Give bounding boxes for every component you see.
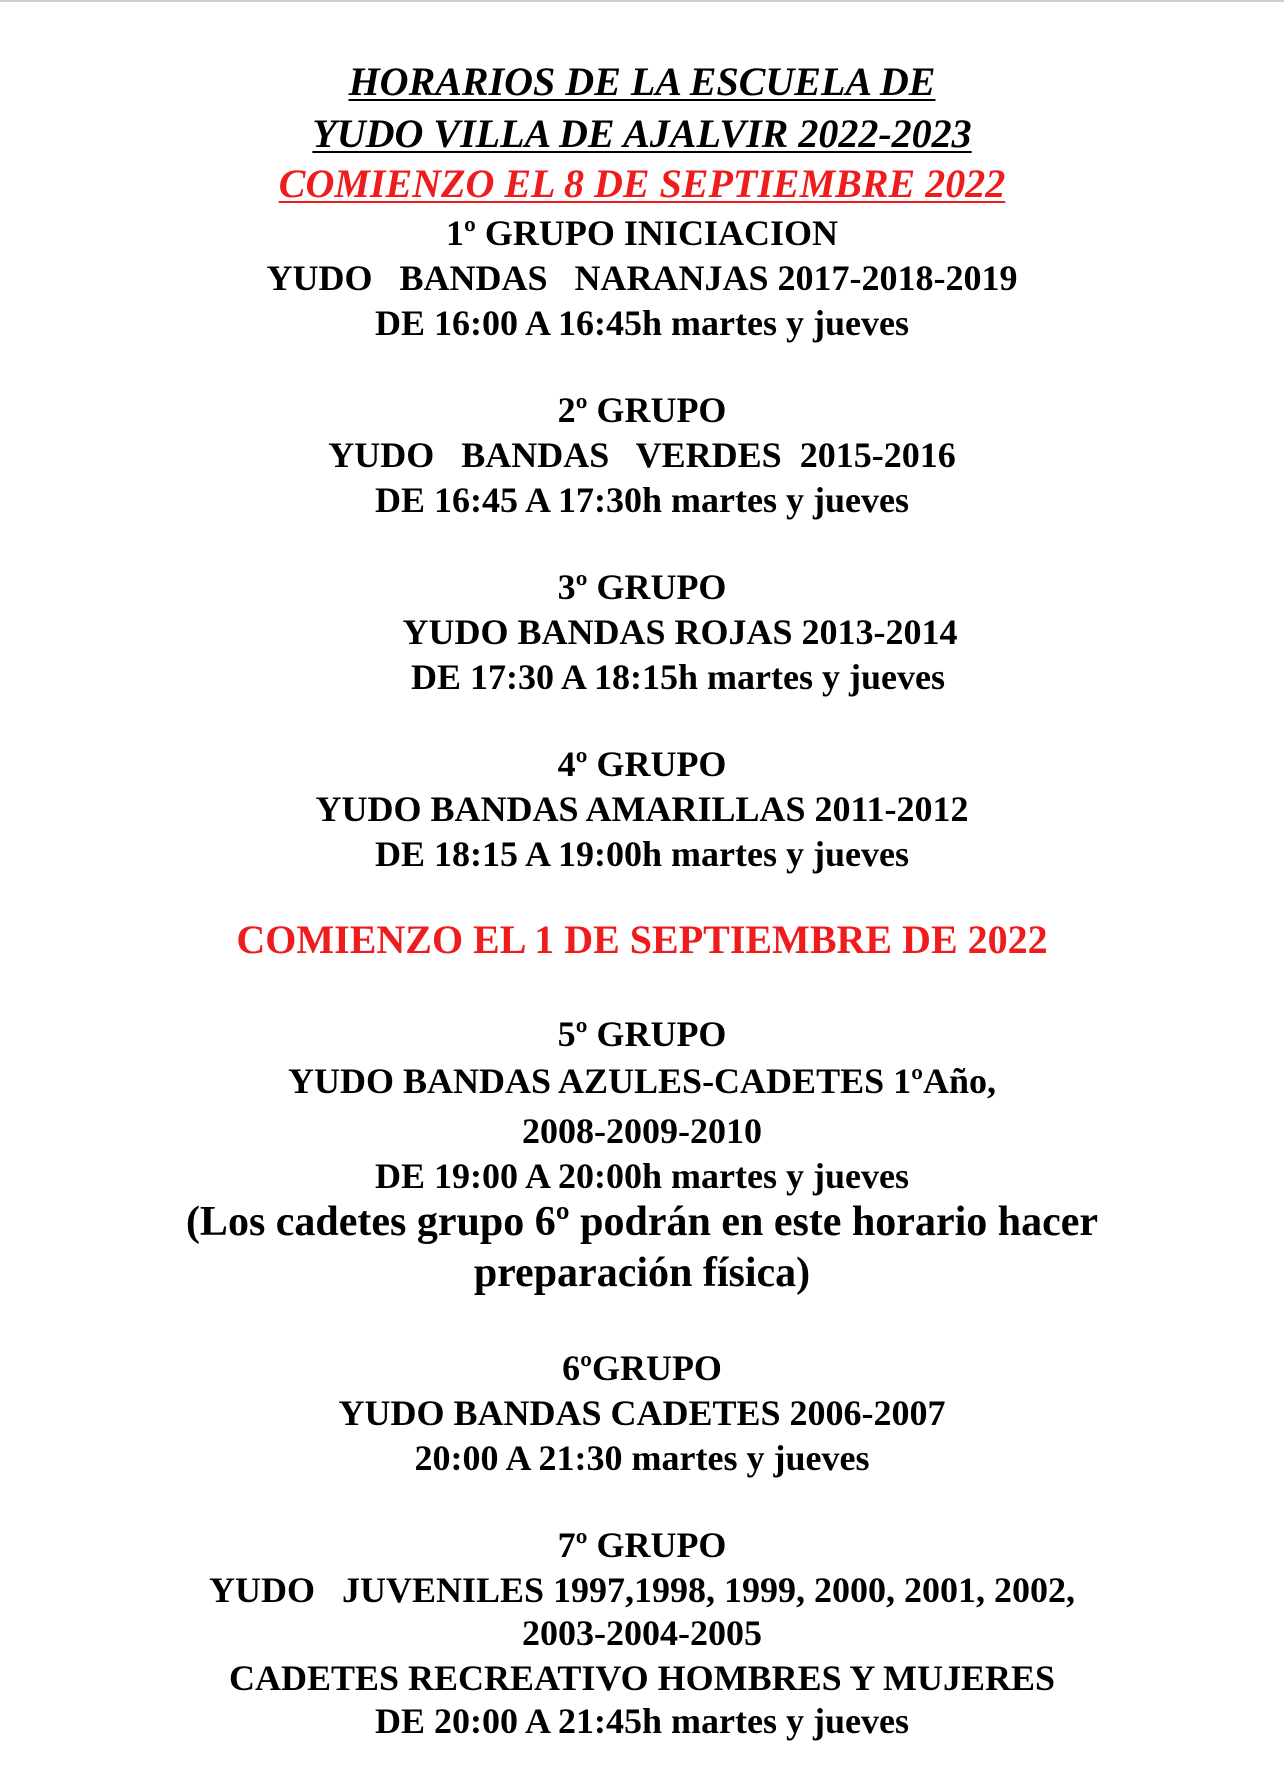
group-2-category: YUDO BANDAS VERDES 2015-2016 (328, 435, 956, 475)
group-1-schedule: DE 16:00 A 16:45h martes y jueves (375, 303, 909, 343)
group-6-schedule: 20:00 A 21:30 martes y jueves (414, 1438, 870, 1478)
group-6-category: YUDO BANDAS CADETES 2006-2007 (338, 1393, 946, 1433)
group-5-note-line-2: preparación física) (473, 1250, 811, 1296)
title-line-2: YUDO VILLA DE AJALVIR 2022-2023 (312, 111, 972, 156)
group-5-category-line-1: YUDO BANDAS AZULES-CADETES 1ºAño, (287, 1061, 997, 1101)
start-notice-sept-8: COMIENZO EL 8 DE SEPTIEMBRE 2022 (278, 161, 1006, 206)
top-border-line (0, 0, 1284, 2)
start-notice-sept-1: COMIENZO EL 1 DE SEPTIEMBRE DE 2022 (236, 917, 1048, 962)
group-5-schedule: DE 19:00 A 20:00h martes y jueves (375, 1156, 909, 1196)
group-4-name: 4º GRUPO (557, 744, 727, 784)
group-5-note-line-1: (Los cadetes grupo 6º podrán en este horario hacer (185, 1199, 1099, 1245)
group-2-schedule: DE 16:45 A 17:30h martes y jueves (375, 480, 909, 520)
group-3-category: YUDO BANDAS ROJAS 2013-2014 (402, 612, 958, 652)
group-2-name: 2º GRUPO (557, 390, 727, 430)
group-6-name: 6ºGRUPO (562, 1348, 722, 1388)
group-1-name: 1º GRUPO INICIACION (446, 213, 838, 253)
group-3-schedule: DE 17:30 A 18:15h martes y jueves (411, 657, 945, 697)
group-7-schedule: DE 20:00 A 21:45h martes y jueves (375, 1701, 909, 1741)
group-5-category-line-2: 2008-2009-2010 (522, 1111, 762, 1151)
group-5-name: 5º GRUPO (557, 1014, 727, 1054)
group-7-category-line-2: 2003-2004-2005 (522, 1613, 762, 1653)
group-4-category: YUDO BANDAS AMARILLAS 2011-2012 (315, 789, 969, 829)
group-4-schedule: DE 18:15 A 19:00h martes y jueves (375, 834, 909, 874)
group-3-name: 3º GRUPO (557, 567, 727, 607)
group-7-category-line-3: CADETES RECREATIVO HOMBRES Y MUJERES (228, 1658, 1056, 1698)
title-line-1: HORARIOS DE LA ESCUELA DE (348, 59, 936, 104)
group-1-category: YUDO BANDAS NARANJAS 2017-2018-2019 (266, 258, 1018, 298)
group-7-category-line-1: YUDO JUVENILES 1997,1998, 1999, 2000, 2001, 2002, (208, 1570, 1076, 1610)
group-7-name: 7º GRUPO (557, 1525, 727, 1565)
